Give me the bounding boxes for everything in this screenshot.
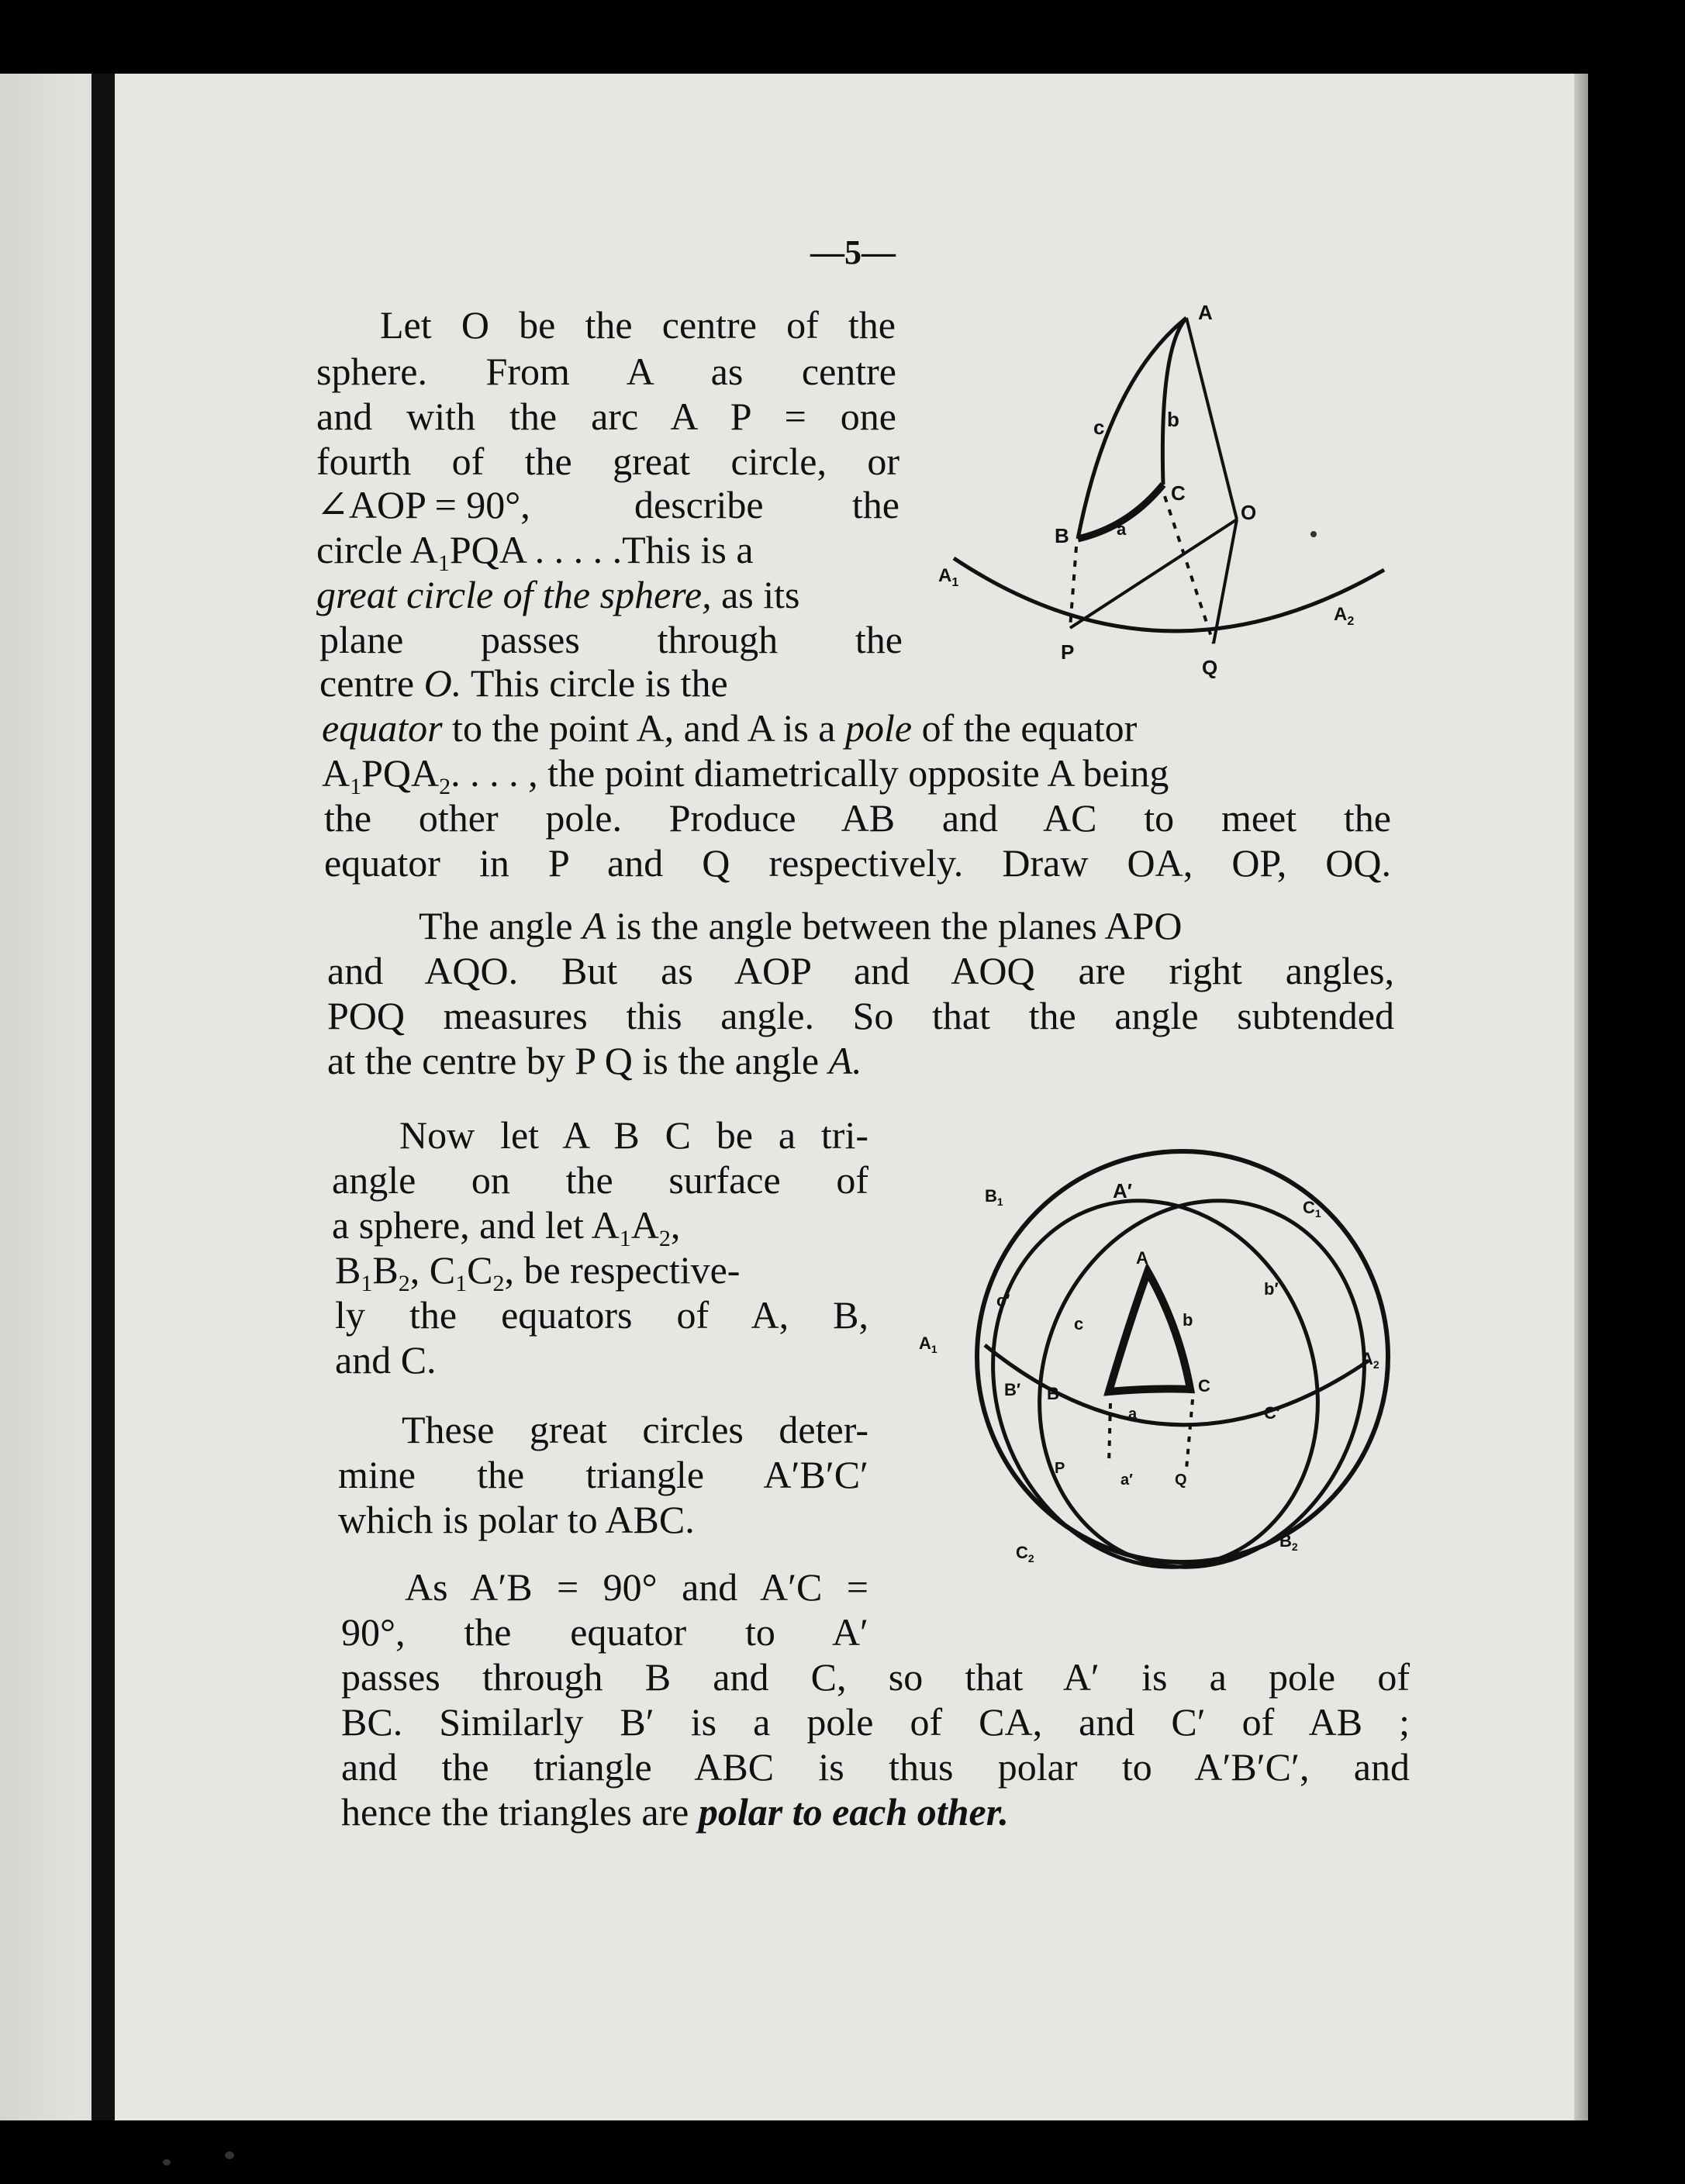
label-text: C — [1016, 1543, 1028, 1562]
label-b: b — [1167, 408, 1179, 431]
label-Q: Q — [1202, 656, 1218, 679]
a-sphere-text: a sphere, and let A — [332, 1203, 620, 1247]
subscript: 2 — [439, 774, 451, 799]
label-P: P — [1061, 640, 1075, 664]
label-O: O — [1241, 501, 1257, 524]
label-c: c — [1093, 416, 1105, 439]
of-equator-text: of the equator — [912, 706, 1138, 750]
label-B1 — [985, 1186, 1003, 1208]
para2-line1 — [419, 903, 1182, 948]
subscript: 2 — [398, 1271, 410, 1296]
subscript: 2 — [492, 1271, 505, 1296]
para1-line4: fourth of the great circle, or — [316, 440, 899, 483]
c-text: C — [467, 1248, 493, 1292]
o-italic: O. — [423, 661, 462, 705]
pqa-text: PQA — [361, 751, 440, 795]
para5-line2: 90°, the equator to A′ — [341, 1610, 868, 1654]
label-text: A — [938, 565, 952, 586]
para3-line6: and C. — [335, 1338, 437, 1382]
label-text: A — [1361, 1349, 1373, 1368]
label-subscript: 1 — [1314, 1207, 1321, 1220]
label-a: a — [1117, 519, 1127, 539]
para2-line4 — [327, 1038, 862, 1083]
label-C: C — [1198, 1376, 1210, 1396]
the-text: the — [851, 483, 899, 526]
label-A-prime: A′ — [1113, 1179, 1133, 1202]
label-b-prime: b′ — [1264, 1279, 1279, 1299]
para1-line1: Let O be the centre of the — [380, 303, 896, 347]
para5-line3: passes through B and C, so that A′ is a pole of — [341, 1655, 1410, 1699]
para3-line1: Now let A B C be a tri- — [399, 1113, 868, 1157]
planes-apo-text: is the angle between the planes APO — [606, 904, 1183, 947]
angle-a-italic: A. — [828, 1039, 862, 1082]
equator-italic: equator — [322, 706, 443, 750]
label-subscript: 2 — [1027, 1552, 1034, 1565]
arc-b — [1162, 318, 1186, 485]
label-subscript: 1 — [951, 576, 959, 589]
label-C: C — [1171, 481, 1186, 505]
para1-line12: the other pole. Produce AB and AC to meet the — [324, 796, 1391, 840]
label-A1 — [919, 1334, 937, 1355]
polar-italic: polar to each other. — [698, 1790, 1009, 1834]
book-gutter — [92, 74, 115, 2120]
para1-line3: and with the arc A P = one — [316, 395, 896, 438]
para2-line3: POQ measures this angle. So that the angle subtended — [327, 994, 1394, 1037]
label-text: A — [1334, 604, 1348, 625]
para5-line6 — [341, 1789, 1009, 1834]
label-subscript: 2 — [1373, 1358, 1379, 1371]
a-text: A — [322, 751, 350, 795]
label-A: A — [1136, 1248, 1148, 1268]
label-A2 — [1361, 1349, 1379, 1371]
subscript: 1 — [350, 774, 362, 799]
dotted-c-q — [1165, 496, 1214, 643]
subscript: 1 — [437, 550, 450, 576]
circle-is-text: This circle is the — [461, 661, 728, 705]
label-B: B — [1047, 1384, 1059, 1403]
label-a-prime: a′ — [1120, 1472, 1133, 1489]
para4-line2: mine the triangle A′B′C′ — [338, 1453, 868, 1496]
great-circle-italic: great circle of the sphere, — [316, 573, 712, 616]
page-number: —5— — [810, 233, 896, 271]
hence-text: hence the triangles are — [341, 1790, 699, 1834]
para1-line7 — [316, 572, 799, 617]
label-text: B — [1279, 1531, 1292, 1551]
label-c-prime: c′ — [996, 1291, 1010, 1310]
subscript: 1 — [455, 1271, 468, 1296]
respective-text: , be respective- — [504, 1248, 741, 1292]
para3-line2: angle on the surface of — [332, 1158, 868, 1202]
page-edge-shadow — [1574, 74, 1588, 2120]
para3-line5: ly the equators of A, B, — [335, 1293, 868, 1337]
subscript: 2 — [658, 1226, 671, 1251]
the-angle-text: The angle — [419, 904, 583, 947]
label-B-prime: B′ — [1004, 1380, 1021, 1399]
figure-polar-triangles — [899, 1140, 1411, 1574]
para1-line13: equator in P and Q respectively. Draw OA, OP, OQ. — [324, 841, 1391, 885]
para1-line2: sphere. From A as centre — [316, 350, 896, 393]
para5-line5: and the triangle ABC is thus polar to A′B′C′, and — [341, 1745, 1410, 1789]
para1-line10 — [322, 706, 1137, 750]
angle-aop-text: ∠AOP = 90°, — [316, 483, 530, 526]
triangle-abc — [1109, 1271, 1190, 1392]
diametrically-text: . . . . , the point diametrically opposite A being — [451, 751, 1169, 795]
label-text: A — [919, 1334, 931, 1353]
para1-line5 — [316, 482, 899, 527]
dotted-c-q — [1186, 1399, 1193, 1469]
subtended-text: at the centre by P Q is the angle — [327, 1039, 829, 1082]
label-P: P — [1055, 1460, 1065, 1477]
label-Q: Q — [1175, 1472, 1187, 1489]
describe-text: describe — [634, 483, 764, 526]
label-B2 — [1279, 1531, 1298, 1553]
label-c: c — [1074, 1314, 1084, 1334]
para5-line4: BC. Similarly B′ is a pole of CA, and C′ of AB ; — [341, 1700, 1410, 1744]
label-text: C — [1303, 1198, 1315, 1217]
angle-a-italic: A — [582, 904, 606, 947]
para1-line8: plane passes through the — [319, 618, 903, 661]
label-subscript: 2 — [1291, 1541, 1298, 1553]
b-text: B — [335, 1248, 361, 1292]
as-its-text: as its — [711, 573, 800, 616]
centre-text: centre — [319, 661, 424, 705]
para4-line3: which is polar to ABC. — [338, 1498, 695, 1541]
c-text: , C — [409, 1248, 456, 1292]
label-subscript: 1 — [931, 1343, 937, 1355]
to-point-text: to the point A, and A is a — [442, 706, 845, 750]
label-A: A — [1198, 301, 1213, 324]
para2-line2: and AQO. But as AOP and AOQ are right angles, — [327, 949, 1394, 992]
pqa-text: PQA . . . . .This is a — [449, 528, 754, 571]
subscript: 1 — [619, 1226, 631, 1251]
a-text: A — [630, 1203, 659, 1247]
circle-a-text: circle A — [316, 528, 438, 571]
para4-line1: These great circles deter- — [402, 1408, 868, 1451]
label-subscript: 2 — [1347, 615, 1355, 628]
label-A2 — [1334, 604, 1354, 628]
subscript: 1 — [361, 1271, 373, 1296]
b-text: B — [372, 1248, 399, 1292]
line-a-o — [1186, 318, 1237, 519]
comma-text: , — [670, 1203, 681, 1247]
label-a: a — [1128, 1406, 1138, 1423]
equator-arc — [954, 558, 1384, 631]
para1-line9 — [319, 661, 728, 706]
label-A1 — [938, 565, 958, 589]
ink-speck — [225, 2151, 234, 2159]
para5-line1: As A′B = 90° and A′C = — [405, 1565, 868, 1609]
label-b: b — [1183, 1310, 1193, 1330]
ink-speck — [163, 2159, 171, 2165]
figure-spherical-triangle-equator — [931, 295, 1396, 682]
label-text: B — [985, 1186, 997, 1206]
label-C2 — [1016, 1543, 1034, 1565]
label-C-prime: C′ — [1264, 1403, 1281, 1423]
ink-speck — [1310, 531, 1317, 537]
label-subscript: 1 — [996, 1196, 1003, 1208]
pole-italic: pole — [844, 706, 913, 750]
label-B: B — [1055, 524, 1069, 547]
